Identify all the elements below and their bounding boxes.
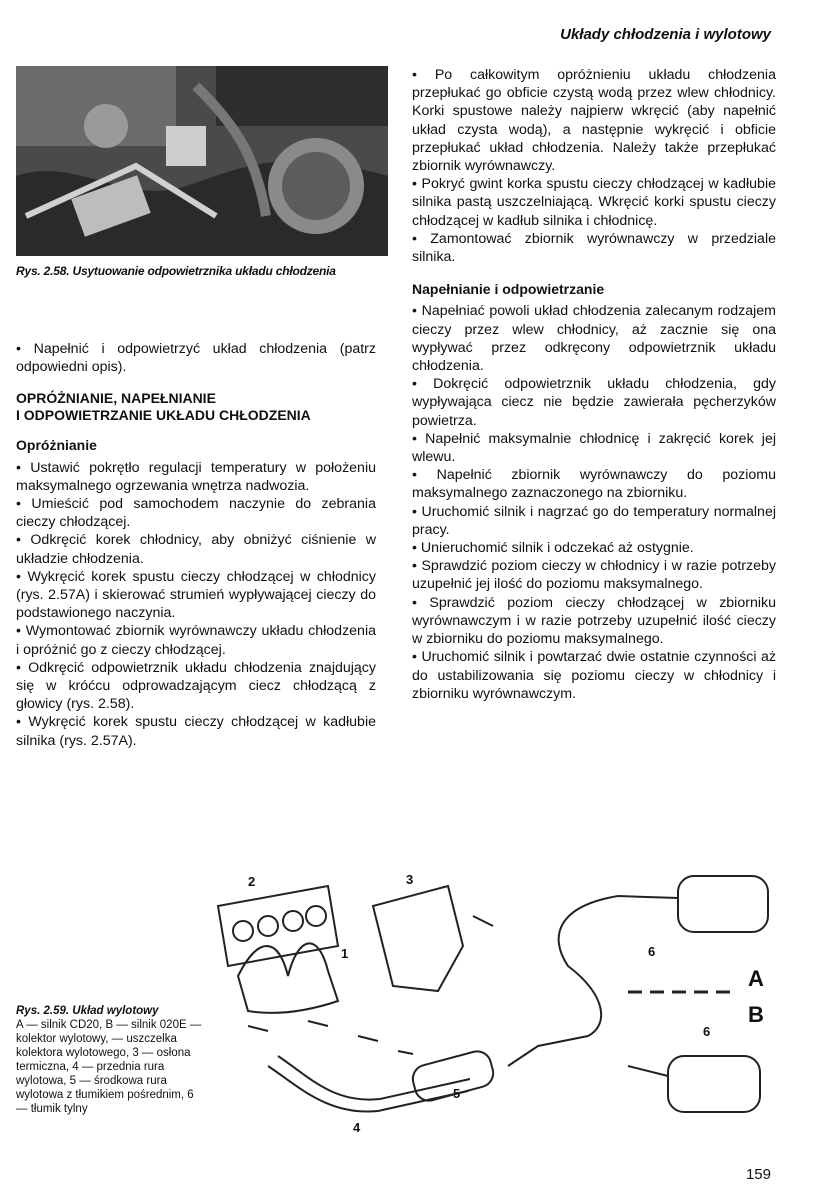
list-item: • Uruchomić silnik i nagrzać go do temperatury normalnej pracy. [412,503,776,539]
label-2: 2 [248,874,256,889]
list-item: • Napełniać powoli układ chłodzenia zalecanym rodzajem cieczy przez wlew chłodnicy, aż zacznie się ona wypływać przez odkręcony odpowietrznik układu chłodzenia. [412,302,776,375]
list-item: • Sprawdzić poziom cieczy chłodzącej w zbiorniku wyrównawczym i w razie potrzeby uzupełnić ilość cieczy w zbiorniku do poziomu maksymalnego. [412,594,776,649]
figure-259-caption-lead: Rys. 2.59. Układ wylotowy [16,1005,159,1017]
section-title [16,390,376,424]
front-pipe-shape [268,1066,468,1112]
list-item: • Ustawić pokrętło regulacji temperatury w położeniu maksymalnego ogrzewania wnętrza nadwozia. [16,459,376,495]
label-6-b: 6 [703,1024,711,1039]
label-6-a: 6 [648,944,656,959]
label-4: 4 [353,1120,361,1135]
label-1: 1 [341,946,349,961]
exhaust-diagram [208,826,776,1156]
right-column [412,66,776,703]
label-a: A [748,966,764,991]
list-item: • Sprawdzić poziom cieczy w chłodnicy i w razie potrzeby uzupełnić jej ilość do poziomu maksymalnego. [412,557,776,593]
figure-259-caption [16,1004,206,1116]
page-number: 159 [745,1166,771,1183]
list-item: • Napełnić maksymalnie chłodnicę i zakręcić korek jej wlewu. [412,430,776,466]
subsection-title-filling: Napełnianie i odpowietrzanie [412,281,605,298]
list-item: • Wymontować zbiornik wyrównawczy układu chłodzenia i opróżnić go z cieczy chłodzącej. [16,622,376,658]
list-item: • Odkręcić korek chłodnicy, aby obniżyć ciśnienie w układzie chłodzenia. [16,531,376,567]
list-item: • Pokryć gwint korka spustu cieczy chłodzącej w kadłubie silnika pastą uszczelniającą. Wkręcić korki spustu cieczy chłodzącej w kadłub silnika i chłodnicę. [412,175,776,230]
list-item: • Dokręcić odpowietrznik układu chłodzenia, gdy wypływająca ciecz nie będzie zawierała pęcherzyków powietrza. [412,375,776,430]
intro-item: • Napełnić i odpowietrzyć układ chłodzenia (patrz odpowiedni opis). [16,340,376,376]
subsection-title-draining: Opróżnianie [16,437,97,454]
exhaust-manifold-shape [238,943,338,1013]
figure-259-caption-body: A — silnik CD20, B — silnik 020E — kolektor wylotowy, — uszczelka kolektora wylotowego, 3 — osłona termiczna, 4 — przednia rura wylotowa, 5 — środkowa rura wylotowa z tłumikiem pośrednim, 6 — tłumik tylny [16,1019,202,1115]
engine-photo [16,66,388,256]
rear-silencer-a-shape [678,876,768,932]
label-3: 3 [406,872,414,887]
figure-258-caption: Rys. 2.58. Usytuowanie odpowietrznika układu chłodzenia [16,264,336,278]
list-item: • Uruchomić silnik i powtarzać dwie ostatnie czynności aż do ustabilizowania się poziomu cieczy w chłodnicy i zbiorniku wyrównawczym. [412,648,776,703]
list-item: • Zamontować zbiornik wyrównawczy w przedziale silnika. [412,230,776,266]
list-item: • Wykręcić korek spustu cieczy chłodzącej w kadłubie silnika (rys. 2.57A). [16,713,376,749]
list-item: • Po całkowitym opróżnieniu układu chłodzenia przepłukać go obficie czystą wodą przez wlew chłodnicy. Korki spustowe należy najpierw wkręcić (aby napełnić układ czysta wodą), a następnie wykręcić i obficie przepłukać układ chłodzenia. Należy także przepłukać zbiornik wyrównawczy. [412,66,776,175]
left-column [16,340,376,750]
label-b: B [748,1002,764,1027]
list-item: • Unieruchomić silnik i odczekać aż ostygnie. [412,539,776,557]
list-item: • Odkręcić odpowietrznik układu chłodzenia znajdujący się w króćcu odprowadzającym ciecz chłodzącą z głowicy (rys. 2.58). [16,659,376,714]
section-title-line1: OPRÓŻNIANIE, NAPEŁNIANIE [16,390,216,407]
list-item: • Napełnić zbiornik wyrównawczy do poziomu maksymalnego zaznaczonego na zbiorniku. [412,466,776,502]
list-item: • Wykręcić korek spustu cieczy chłodzącej w chłodnicy (rys. 2.57A) i skierować strumień wypływającej cieczy do podstawionego naczynia. [16,568,376,623]
page-header: Układy chłodzenia i wylotowy [560,26,771,43]
heat-shield-shape [373,886,463,991]
section-title-line2: I ODPOWIETRZANIE UKŁADU CHŁODZENIA [16,407,311,424]
list-item: • Umieścić pod samochodem naczynie do zebrania cieczy chłodzącej. [16,495,376,531]
label-5: 5 [453,1086,461,1101]
rear-silencer-b-shape [668,1056,760,1112]
middle-pipe-shape [508,896,618,1066]
